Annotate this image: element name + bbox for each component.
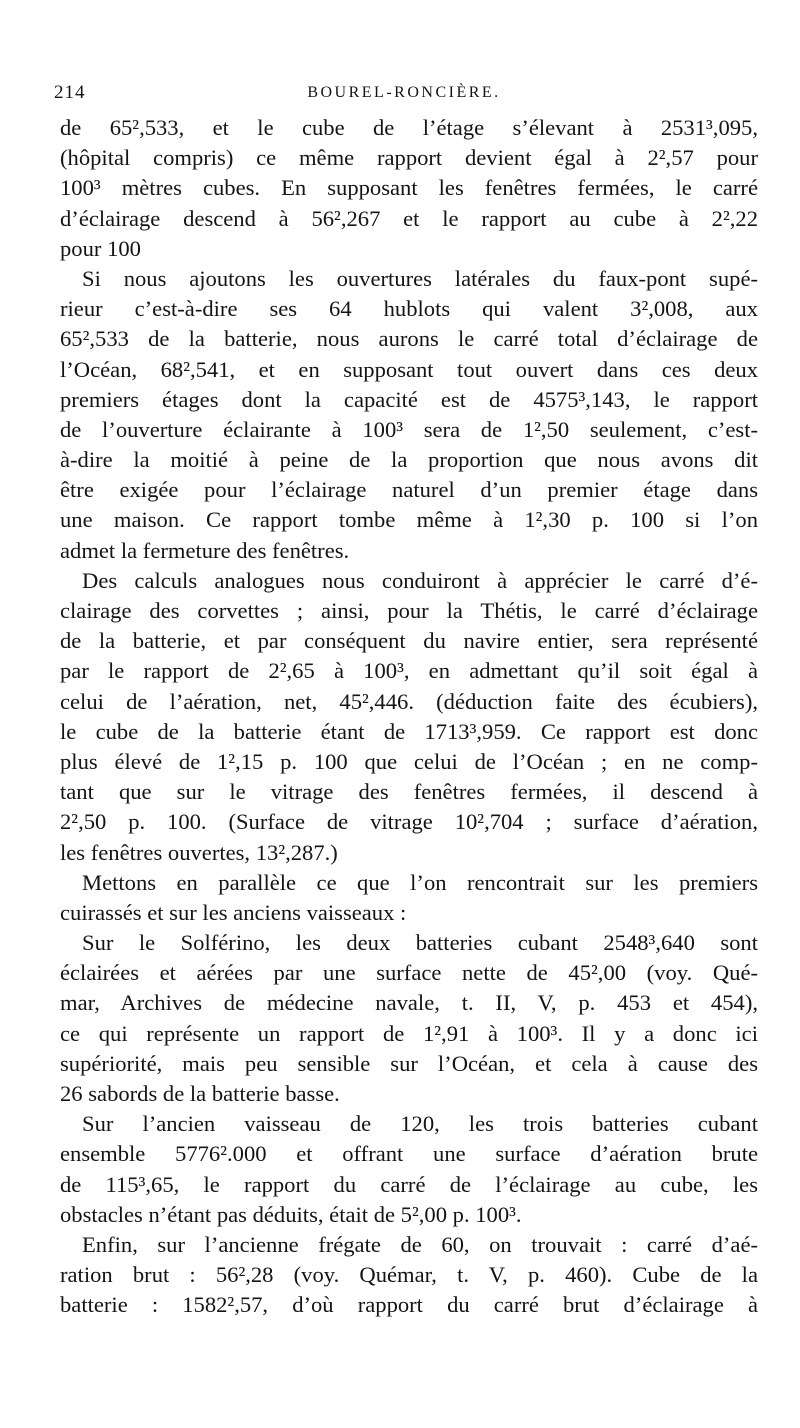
text-line: cuirassés et sur les anciens vaisseaux : bbox=[60, 899, 407, 925]
text-line: premiers étages dont la capacité est de 4575³,143, le rapport bbox=[60, 386, 758, 412]
text-line: obstacles n’étant pas déduits, était de 5²,00 p. 100³. bbox=[60, 1201, 522, 1227]
body-text bbox=[60, 113, 758, 1321]
text-line: supériorité, mais peu sensible sur l’Océan, et cela à cause des bbox=[60, 1050, 758, 1076]
text-line: être exigée pour l’éclairage naturel d’un premier étage dans bbox=[60, 477, 758, 503]
text-line: mar, Archives de médecine navale, t. II, V, p. 453 et 454), bbox=[60, 990, 758, 1016]
text-line: pour 100 bbox=[60, 235, 141, 261]
text-line: l’Océan, 68²,541, et en supposant tout ouvert dans ces deux bbox=[60, 356, 758, 382]
text-line: tant que sur le vitrage des fenêtres fermées, il descend à bbox=[60, 779, 758, 805]
text-line: Sur l’ancien vaisseau de 120, les trois batteries cubant bbox=[82, 1111, 758, 1137]
text-line: de 65²,533, et le cube de l’étage s’élevant à 2531³,095, bbox=[60, 115, 758, 140]
text-line: ration brut : 56²,28 (voy. Quémar, t. V, p. 460). Cube de la bbox=[60, 1262, 758, 1288]
text-line: admet la fermeture des fenêtres. bbox=[60, 537, 350, 563]
text-line: Des calculs analogues nous conduiront à apprécier le carré d’é- bbox=[82, 567, 758, 593]
page-header bbox=[54, 82, 754, 106]
text-line: les fenêtres ouvertes, 13²,287.) bbox=[60, 839, 338, 865]
text-line: celui de l’aération, net, 45²,446. (déduction faite des écubiers), bbox=[60, 688, 758, 714]
text-line: (hôpital compris) ce même rapport devient égal à 2²,57 pour bbox=[60, 145, 758, 171]
text-line: batterie : 1582²,57, d’où rapport du carré brut d’éclairage à bbox=[60, 1292, 758, 1318]
text-line: éclairées et aérées par une surface nette de 45²,00 (voy. Qué- bbox=[60, 960, 758, 986]
text-line: d’éclairage descend à 56²,267 et le rapport au cube à 2²,22 bbox=[60, 205, 758, 231]
running-head: BOUREL-RONCIÈRE. bbox=[307, 84, 501, 101]
text-line: ensemble 5776².000 et offrant une surface d’aération brute bbox=[60, 1141, 758, 1167]
page-number: 214 bbox=[54, 82, 86, 103]
text-line: à-dire la moitié à peine de la proportion que nous avons dit bbox=[60, 447, 758, 473]
text-line: 100³ mètres cubes. En supposant les fenêtres fermées, le carré bbox=[60, 175, 758, 201]
text-line: une maison. Ce rapport tombe même à 1²,30 p. 100 si l’on bbox=[60, 507, 758, 533]
text-line: de 115³,65, le rapport du carré de l’éclairage au cube, les bbox=[60, 1171, 758, 1197]
text-line: le cube de la batterie étant de 1713³,959. Ce rapport est donc bbox=[60, 718, 758, 744]
text-line: de l’ouverture éclairante à 100³ sera de 1²,50 seulement, c’est- bbox=[60, 416, 758, 442]
text-line: Si nous ajoutons les ouvertures latérales du faux-pont supé- bbox=[82, 265, 758, 291]
text-line: de la batterie, et par conséquent du navire entier, sera représenté bbox=[60, 628, 758, 654]
text-line: 26 sabords de la batterie basse. bbox=[60, 1081, 340, 1106]
text-line: plus élevé de 1²,15 p. 100 que celui de l’Océan ; en ne comp- bbox=[60, 748, 758, 774]
text-line: Sur le Solférino, les deux batteries cubant 2548³,640 sont bbox=[82, 930, 758, 956]
text-line: 2²,50 p. 100. (Surface de vitrage 10²,704 ; surface d’aération, bbox=[60, 809, 758, 835]
text-line: Enfin, sur l’ancienne frégate de 60, on trouvait : carré d’aé- bbox=[82, 1231, 758, 1257]
text-line: rieur c’est-à-dire ses 64 hublots qui valent 3²,008, aux bbox=[60, 296, 758, 322]
text-line: par le rapport de 2²,65 à 100³, en admettant qu’il soit égal à bbox=[60, 658, 758, 684]
text-line: 65²,533 de la batterie, nous aurons le carré total d’éclairage de bbox=[60, 326, 758, 352]
text-line: ce qui représente un rapport de 1²,91 à 100³. Il y a donc ici bbox=[60, 1020, 758, 1046]
text-line: clairage des corvettes ; ainsi, pour la Thétis, le carré d’éclairage bbox=[60, 598, 758, 623]
text-line: Mettons en parallèle ce que l’on rencontrait sur les premiers bbox=[82, 869, 758, 895]
